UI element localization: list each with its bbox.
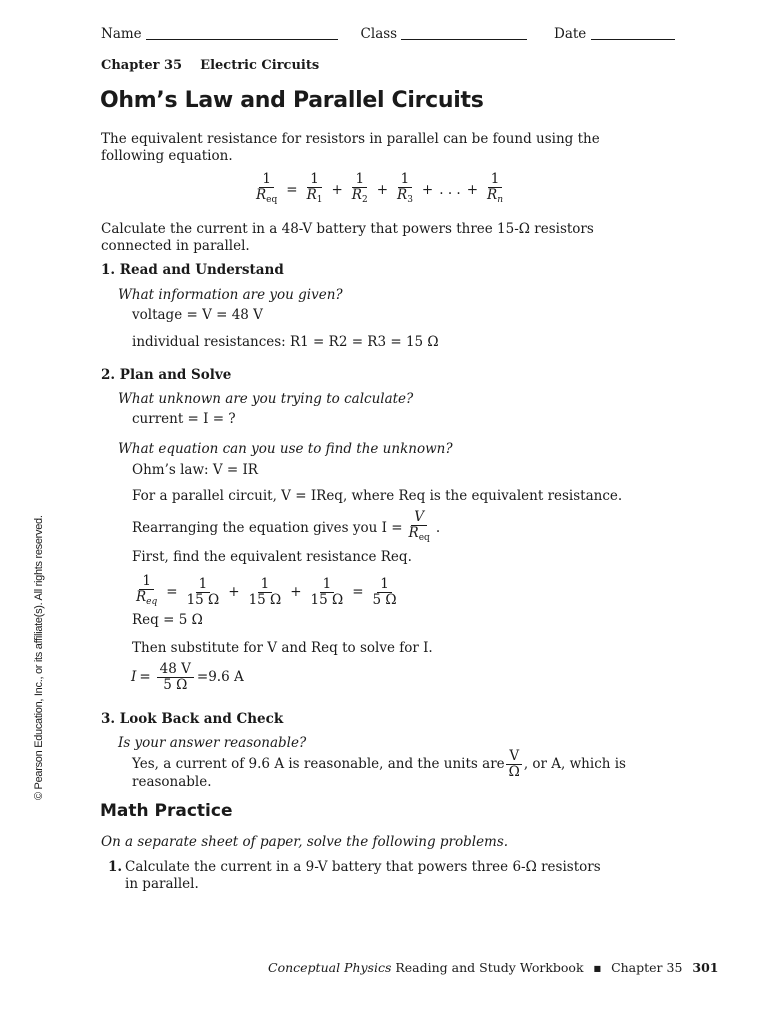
step2-question-1: What unknown are you trying to calculate?	[118, 391, 414, 407]
problem1-line-1: Calculate the current in a 9-V battery that powers three 6-Ω resistors	[125, 859, 601, 875]
step2-ohms-law: Ohm’s law: V = IR	[132, 462, 258, 478]
step3-heading: 3. Look Back and Check	[101, 711, 284, 727]
page-number: 301	[692, 960, 719, 975]
problem1-number: 1.	[108, 859, 123, 875]
step2-current: current = I = ?	[132, 411, 236, 427]
step2-heading: 2. Plan and Solve	[101, 367, 232, 383]
copyright-notice: © Pearson Education, Inc., or its affiliate(s). All rights reserved.	[33, 515, 45, 800]
step3-answer: Yes, a current of 9.6 A is reasonable, and the units are $\frac{V}{\Omega}$ , or A, which is	[132, 748, 626, 780]
page-footer	[268, 960, 719, 975]
step2-question-2: What equation can you use to find the unknown?	[118, 441, 453, 457]
intro-line-1: The equivalent resistance for resistors in parallel can be found using the	[101, 131, 600, 147]
name-label: Name	[101, 26, 142, 42]
date-blank	[591, 27, 675, 40]
step2-substitute: Then substitute for V and Req to solve for I.	[132, 640, 433, 656]
date-label: Date	[554, 26, 587, 42]
step2-first-find: First, find the equivalent resistance Req.	[132, 549, 412, 565]
math-practice-heading: Math Practice	[100, 801, 233, 821]
footer-bullet: ■	[593, 964, 602, 973]
problem-line-1: Calculate the current in a 48-V battery that powers three 15-Ω resistors	[101, 221, 594, 237]
step2-rearranging: Rearranging the equation gives you I = $\frac{V}{R_{eq}}$ .	[132, 509, 441, 543]
problem1-line-2: in parallel.	[125, 876, 199, 892]
parallel-equation: $\frac{1}{R_{eq}}$ = $\frac{1}{R_1}$ + $\frac{1}{R_2}$ + $\frac{1}{R_3}$ + . . . + $\frac{1}{R_n}$	[256, 171, 503, 205]
step1-heading: 1. Read and Understand	[101, 262, 284, 278]
step2-final-equation: I = $\frac{48 V}{5 \Omega}$ = 9.6 A	[131, 661, 244, 693]
step3-reasonable: reasonable.	[132, 774, 212, 790]
name-blank	[146, 27, 338, 40]
step1-voltage: voltage = V = 48 V	[132, 307, 263, 323]
footer-chapter: Chapter 35	[611, 960, 683, 975]
step1-resistances: individual resistances: R1 = R2 = R3 = 15 Ω	[132, 334, 439, 350]
footer-book-rest: Reading and Study Workbook	[395, 960, 584, 975]
class-label: Class	[360, 26, 398, 42]
problem-line-2: connected in parallel.	[101, 238, 250, 254]
footer-book-title: Conceptual Physics	[268, 960, 392, 975]
page-title: Ohm’s Law and Parallel Circuits	[100, 88, 484, 113]
step3-question: Is your answer reasonable?	[118, 735, 307, 751]
chapter-line: Chapter 35 Electric Circuits	[101, 58, 320, 73]
step2-parallel-text: For a parallel circuit, V = IReq, where Req is the equivalent resistance.	[132, 488, 623, 504]
class-blank	[401, 27, 527, 40]
header-row	[101, 26, 675, 43]
step1-question: What information are you given?	[118, 287, 343, 303]
math-practice-instructions: On a separate sheet of paper, solve the following problems.	[101, 834, 509, 850]
intro-line-2: following equation.	[101, 148, 233, 164]
step2-req-value: Req = 5 Ω	[132, 612, 203, 628]
step2-equivalent-equation: $\frac{1}{R_{eq}}$ = $\frac{1}{15 \Omega}$ + $\frac{1}{15 \Omega}$ + $\frac{1}{15 \Omega}$ = $\frac{1}{5 \Omega}$	[136, 573, 397, 608]
